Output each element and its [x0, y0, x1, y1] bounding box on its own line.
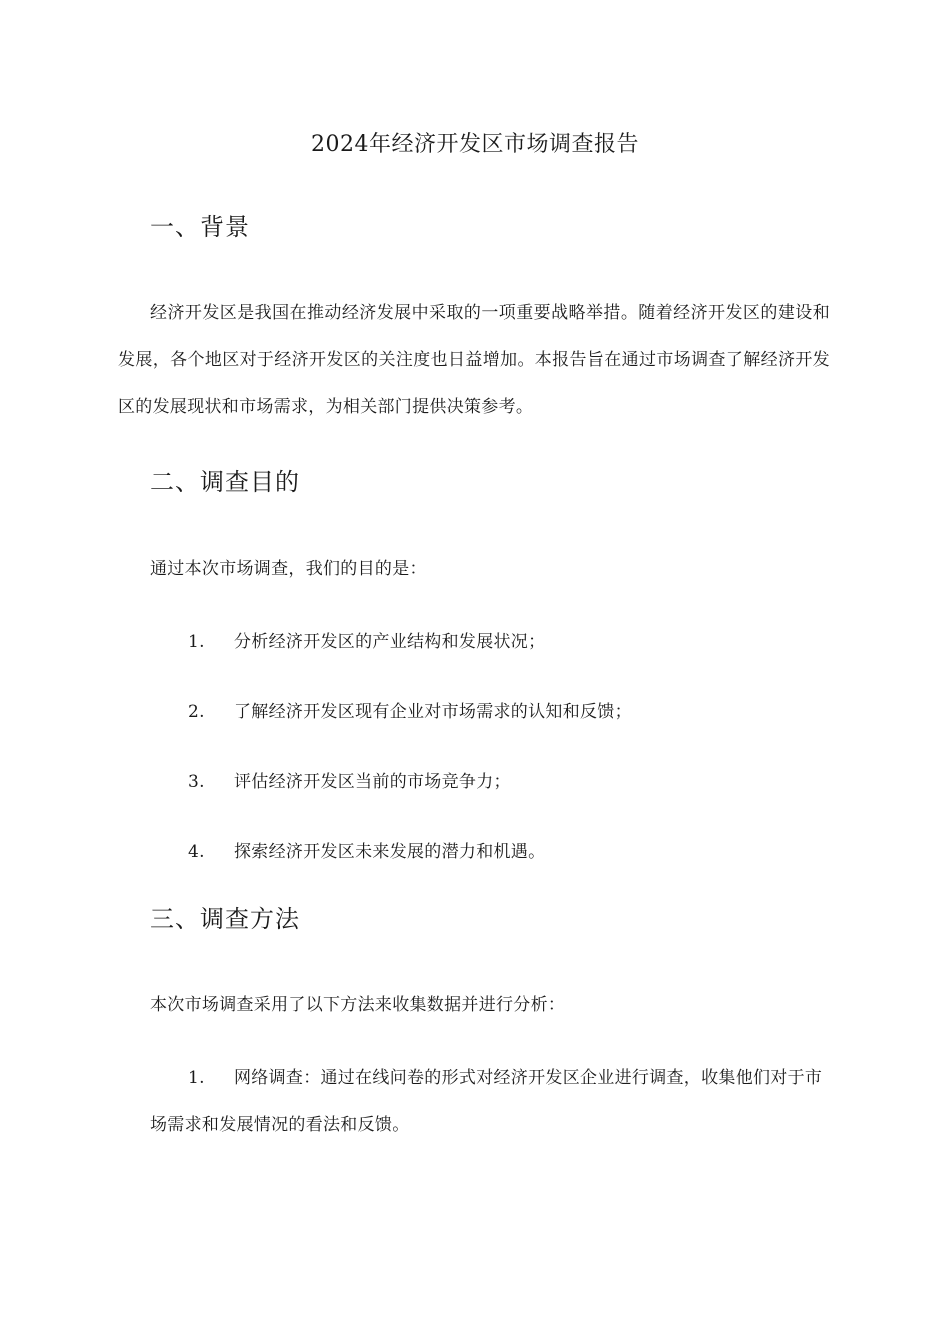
list-item-text: 探索经济开发区未来发展的潜力和机遇。	[234, 842, 546, 862]
list-item-number: 4.	[188, 842, 205, 862]
purpose-list-item	[188, 767, 511, 797]
purpose-list-item	[188, 627, 545, 657]
list-item-text: 分析经济开发区的产业结构和发展状况；	[234, 632, 546, 652]
section-heading-background: 一、背景	[150, 213, 250, 241]
list-item-text: 网络调查：通过在线问卷的形式对经济开发区企业进行调查，收集他们对于市场需求和发展情况的看法和反馈。	[150, 1068, 823, 1135]
list-item-text: 了解经济开发区现有企业对市场需求的认知和反馈；	[234, 702, 632, 722]
section-heading-purpose: 二、调查目的	[150, 468, 300, 496]
purpose-list-item	[188, 697, 632, 727]
method-lead-text: 本次市场调查采用了以下方法来收集数据并进行分析：	[150, 995, 566, 1015]
document-title: 2024年经济开发区市场调查报告	[311, 132, 639, 157]
list-item-number: 2.	[188, 702, 205, 722]
purpose-list-item	[188, 837, 545, 867]
list-item-number: 3.	[188, 772, 205, 792]
method-list-item	[150, 1055, 830, 1149]
list-item-number: 1.	[188, 1068, 205, 1088]
list-item-number: 1.	[188, 632, 205, 652]
section-heading-method: 三、调查方法	[150, 905, 300, 933]
purpose-lead-text: 通过本次市场调查，我们的目的是：	[150, 559, 427, 579]
list-item-text: 评估经济开发区当前的市场竞争力；	[234, 772, 511, 792]
background-paragraph: 经济开发区是我国在推动经济发展中采取的一项重要战略举措。随着经济开发区的建设和发展，各个地区对于经济开发区的关注度也日益增加。本报告旨在通过市场调查了解经济开发区的发展现状和市场需求，为相关部门提供决策参考。	[118, 303, 830, 417]
